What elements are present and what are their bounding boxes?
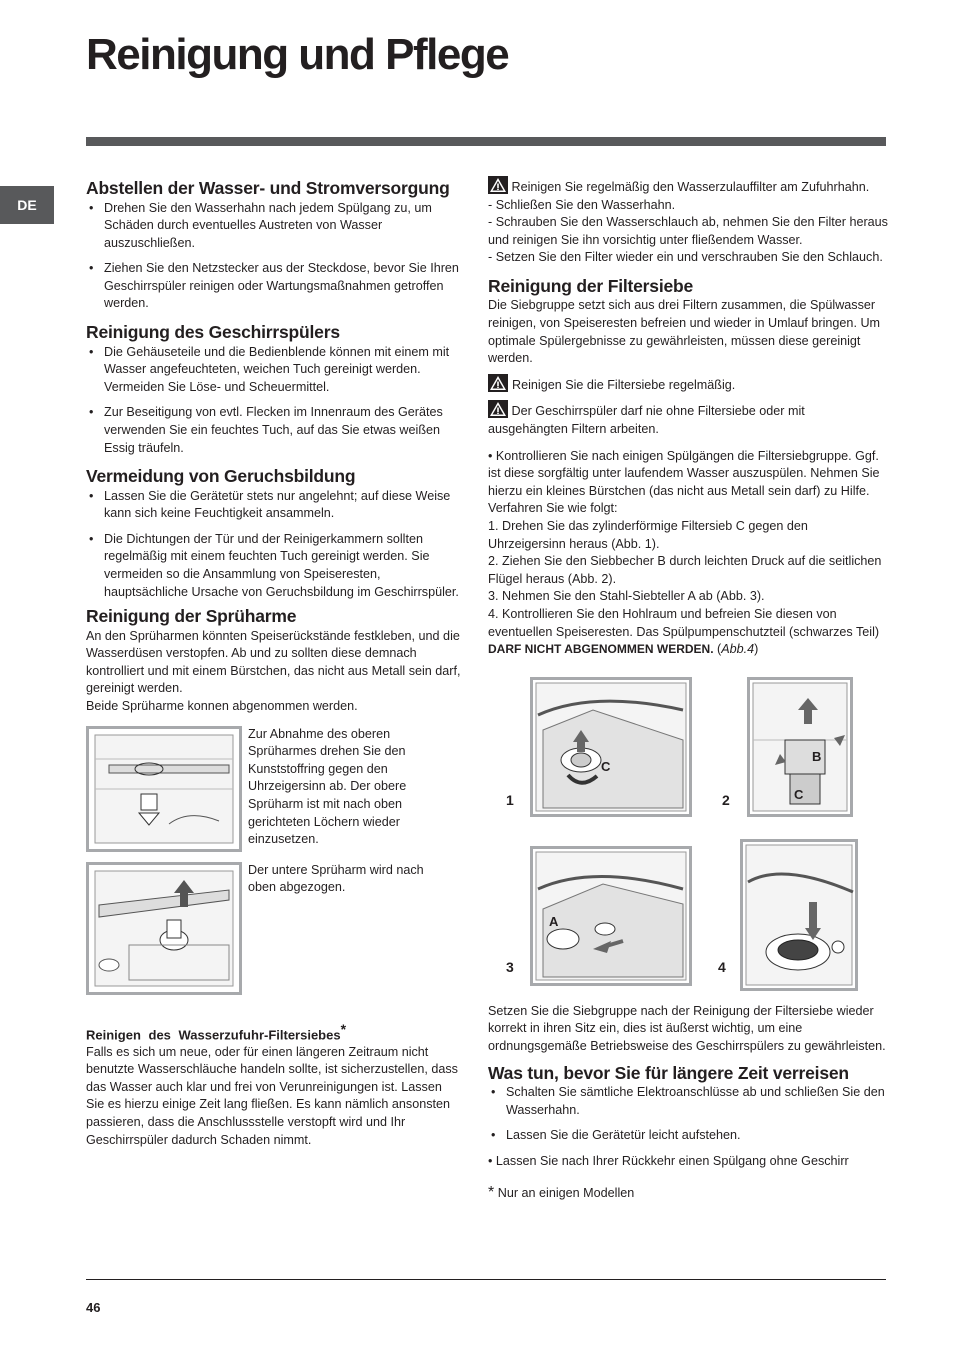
section-heading: Reinigung der Sprüharme — [86, 606, 297, 627]
step-4-warning: DARF NICHT ABGENOMMEN WERDEN. — [488, 642, 714, 657]
paragraph: - Setzen Sie den Filter wieder ein und verschrauben Sie den Schlauch. — [488, 250, 883, 265]
upper-spray-arm-text: Zur Abnahme des oberen Sprüharmes drehen Sie den Kunststoffring gegen den Uhrzeigersinn ab. Der obere Sprüharm ist mit nach oben gerichteten Löchern wieder einzusetzen. — [248, 726, 407, 847]
section-inlet-filter — [86, 1021, 462, 1149]
paragraph: - Schließen Sie den Wasserhahn. — [488, 197, 676, 212]
pump-cavity-illustration — [743, 842, 855, 988]
warning-line — [488, 403, 888, 438]
section-water-power — [86, 179, 462, 313]
footnote — [488, 1184, 888, 1203]
left-column — [86, 179, 462, 1159]
section-cleaning-dishwasher — [86, 323, 462, 457]
paragraph: • Kontrollieren Sie nach einigen Spülgängen die Filtersiebgruppe. Ggf. ist diese sorgfältig unter laufendem Wasser auszuspülen. Nehmen Sie hierzu ein kleines Bürstchen (das nicht aus Metall sein darf) zu Hilfe. Verfahren Sie wie folgt: — [488, 448, 880, 516]
step-4-figref: Abb.4 — [721, 642, 755, 657]
figure-number-1: 1 — [506, 791, 514, 808]
step-4-text: 4. Kontrollieren Sie den Hohlraum und befreien Sie diesen von eventuellen Speiseresten. Das Spülpumpenschutzteil (schwarzes Teil) — [488, 606, 880, 639]
footnote-text: Nur an einigen Modellen — [497, 1186, 635, 1201]
warning-text: Der Geschirrspüler darf nie ohne Filtersiebe oder mit ausgehängten Filtern arbeiten. — [488, 404, 805, 437]
section-heading: Reinigung der Filtersiebe — [488, 275, 694, 296]
warning-text: Reinigen Sie regelmäßig den Wasserzulauffilter am Zufuhrhahn. — [511, 180, 870, 194]
lower-spray-arm-illustration — [89, 865, 239, 992]
bullet-list — [86, 344, 462, 458]
language-tab: DE — [0, 186, 54, 224]
title-bar — [86, 137, 886, 146]
section-filter-cleaning — [488, 277, 888, 1056]
page-number: 46 — [86, 1300, 101, 1315]
section-heading: Was tun, bevor Sie für längere Zeit verreisen — [488, 1062, 849, 1083]
bullet-list — [86, 200, 462, 314]
section-heading: Reinigung des Geschirrspülers — [86, 322, 340, 343]
step-1: 1. Drehen Sie das zylinderförmige Filtersieb C gegen den Uhrzeigersinn heraus (Abb. 1). — [488, 519, 808, 551]
filter-label-c: C — [794, 786, 804, 802]
warning-triangle-icon — [488, 176, 508, 194]
list-item: • Zur Beseitigung von evtl. Flecken im Innenraum des Gerätes verwenden Sie ein feuchtes Tuch, auf das Sie etwas weißen Essig träufeln. — [86, 404, 462, 457]
paragraph: Falls es sich um neue, oder für einen längeren Zeitraum nicht benutzte Wasserschläuche handeln sollte, ist sicherzustellen, dass das Wasser auch klar und frei von Verunreinigungen ist. Lassen Sie es hierzu einige Zeit lang fließen. Es kann nämlich ansonsten passieren, dass die Anschlussstelle verstopft wird und Ihr Geschirrspüler dadurch Schaden nimmt. — [86, 1044, 458, 1147]
list-item: • Die Gehäuseteile und die Bedienblende können mit einem mit Wasser angefeuchteten, weichen Tuch gereinigt werden. Vermeiden Sie Löse- und Scheuermittel. — [86, 344, 462, 397]
list-item: • Die Dichtungen der Tür und der Reinigerkammern sollten regelmäßig mit einem feuchten Tuch gereinigt werden. Sie vermeiden so die Ansammlung von Speiseresten, hauptsächliche Ursache von Geruchsbildung im Geschirrspüler. — [86, 531, 462, 601]
paragraph: Die Siebgruppe setzt sich aus drei Filtern zusammen, die Spülwasser reinigen, von Speiseresten befreien und wieder in Umlauf bringen. Um optimale Spülergebnisse zu gewährleisten, müssen diese gereinigt werden. — [488, 298, 881, 366]
filter-figure-3 — [530, 846, 692, 986]
right-column — [488, 179, 888, 1203]
section-spray-arms — [86, 607, 462, 994]
bullet-list — [488, 1084, 888, 1145]
section-subheading — [86, 1021, 462, 1044]
bullet-list — [86, 488, 462, 602]
step-4-paren: ) — [754, 642, 759, 657]
page-title: Reinigung und Pflege — [86, 30, 509, 79]
footer-rule — [86, 1279, 886, 1280]
section-vacation — [488, 1064, 888, 1171]
footnote-star: * — [488, 1184, 495, 1202]
upper-spray-arm-figure — [86, 726, 242, 852]
list-item: • Ziehen Sie den Netzstecker aus der Steckdose, bevor Sie Ihren Geschirrspüler reinigen oder Wartungsmaßnahmen getroffen werden. — [86, 260, 462, 313]
filter-label-c: C — [601, 758, 611, 774]
lower-spray-arm-text: Der untere Sprüharm wird nach oben abgezogen. — [248, 862, 424, 895]
section-odor — [86, 467, 462, 601]
step-4 — [488, 606, 888, 659]
filter-figure-2 — [747, 677, 853, 817]
filter-figure-1 — [530, 677, 692, 817]
step-4-paren: ( — [713, 642, 722, 657]
list-item: • Drehen Sie den Wasserhahn nach jedem Spülgang zu, um Schäden durch eventuelles Austreten von Wasser auszuschließen. — [86, 200, 462, 253]
step-2: 2. Ziehen Sie den Siebbecher B durch leichten Druck auf die seitlichen Flügel heraus (Abb. 2). — [488, 554, 882, 586]
inlet-filter-warning — [488, 179, 888, 267]
paragraph: - Schrauben Sie den Wasserschlauch ab, nehmen Sie den Filter heraus und reinigen Sie ihn vorsichtig unter fließendem Wasser. — [488, 215, 888, 247]
figure-number-4: 4 — [718, 958, 726, 975]
paragraph: An den Sprüharmen könnten Speiserückstände festkleben, und die Wasserdüsen verstopfen. Ab und zu sollten diese demnach kontrolliert und mit einem Bürstchen, das nicht aus Metall sein darf, gereinigt werden. — [86, 628, 461, 696]
list-item: • Lassen Sie die Gerätetür leicht aufstehen. — [488, 1127, 888, 1145]
list-item: • Lassen Sie die Gerätetür stets nur angelehnt; auf diese Weise kann sich keine Feuchtigkeit ansammeln. — [86, 488, 462, 523]
step-3: 3. Nehmen Sie den Stahl-Siebteller A ab (Abb. 3). — [488, 589, 765, 604]
filter-figure-4 — [740, 839, 858, 991]
asterisk: * — [340, 1020, 347, 1037]
paragraph: Beide Sprüharme konnen abgenommen werden. — [86, 699, 358, 714]
figure-number-3: 3 — [506, 958, 514, 975]
list-item: • Schalten Sie sämtliche Elektroanschlüsse ab und schließen Sie den Wasserhahn. — [488, 1084, 888, 1119]
subheading-text: Reinigen des Wasserzufuhr-Filtersiebes — [86, 1026, 341, 1042]
warning-text: Reinigen Sie die Filtersiebe regelmäßig. — [512, 377, 736, 392]
section-heading: Vermeidung von Geruchsbildung — [86, 466, 356, 487]
warning-line — [488, 377, 888, 395]
upper-spray-arm-illustration — [89, 729, 239, 849]
filter-c-illustration — [533, 680, 689, 814]
figure-number-2: 2 — [722, 791, 730, 808]
paragraph: • Lassen Sie nach Ihrer Rückkehr einen Spülgang ohne Geschirr — [488, 1153, 849, 1168]
filter-label-a: A — [549, 913, 559, 929]
filter-label-b: B — [812, 748, 822, 764]
warning-triangle-icon — [488, 400, 508, 418]
lower-spray-arm-figure — [86, 862, 242, 995]
paragraph: Setzen Sie die Siebgruppe nach der Reinigung der Filtersiebe wieder korrekt in ihren Sitz ein, dies ist äußerst wichtig, um eine ordnungsgemäße Betriebsweise des Geschirrspülers zu gewährleisten. — [488, 1003, 886, 1053]
filter-figures — [488, 671, 888, 1001]
warning-triangle-icon — [488, 374, 508, 392]
section-heading: Abstellen der Wasser- und Stromversorgung — [86, 178, 450, 198]
paragraph — [488, 179, 888, 197]
